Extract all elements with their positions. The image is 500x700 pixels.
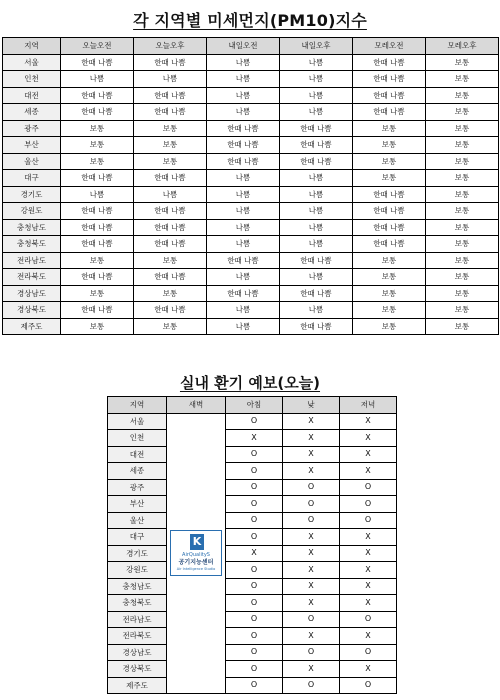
pm10-level-cell: 보통 bbox=[61, 153, 134, 170]
ventilation-mark-cell: X bbox=[283, 578, 340, 595]
pm10-table-row bbox=[3, 269, 499, 286]
pm10-level-cell: 나쁨 bbox=[280, 236, 353, 253]
pm10-level-cell: 보통 bbox=[426, 54, 499, 71]
region-cell: 강원도 bbox=[108, 562, 167, 579]
ventilation-mark-cell: O bbox=[283, 512, 340, 529]
ventilation-mark-cell: O bbox=[226, 496, 283, 513]
pm10-level-cell: 나쁨 bbox=[207, 71, 280, 88]
pm10-level-cell: 나쁨 bbox=[280, 170, 353, 187]
pm10-level-cell: 보통 bbox=[353, 137, 426, 154]
pm10-level-cell: 보통 bbox=[353, 285, 426, 302]
pm10-level-cell: 한때 나쁨 bbox=[134, 302, 207, 319]
ventilation-table-row bbox=[108, 496, 397, 513]
ventilation-mark-cell: O bbox=[283, 611, 340, 628]
region-cell: 부산 bbox=[108, 496, 167, 513]
pm10-column-header: 모레오후 bbox=[426, 38, 499, 55]
pm10-level-cell: 한때 나쁨 bbox=[61, 269, 134, 286]
pm10-level-cell: 보통 bbox=[61, 285, 134, 302]
pm10-level-cell: 나쁨 bbox=[280, 203, 353, 220]
ventilation-mark-cell: X bbox=[283, 446, 340, 463]
pm10-level-cell: 보통 bbox=[134, 120, 207, 137]
ventilation-column-header: 낮 bbox=[283, 397, 340, 414]
pm10-level-cell: 한때 나쁨 bbox=[280, 318, 353, 335]
region-cell: 제주도 bbox=[108, 677, 167, 694]
pm10-level-cell: 한때 나쁨 bbox=[353, 186, 426, 203]
pm10-level-cell: 한때 나쁨 bbox=[280, 137, 353, 154]
ventilation-table-row bbox=[108, 529, 397, 546]
pm10-level-cell: 나쁨 bbox=[280, 219, 353, 236]
pm10-level-cell: 한때 나쁨 bbox=[207, 120, 280, 137]
ventilation-mark-cell: X bbox=[226, 430, 283, 447]
ventilation-mark-cell: O bbox=[283, 496, 340, 513]
ventilation-mark-cell: O bbox=[226, 562, 283, 579]
pm10-level-cell: 나쁨 bbox=[207, 302, 280, 319]
pm10-level-cell: 보통 bbox=[134, 252, 207, 269]
region-cell: 광주 bbox=[3, 120, 61, 137]
pm10-table-row bbox=[3, 219, 499, 236]
ventilation-mark-cell: O bbox=[283, 644, 340, 661]
pm10-level-cell: 나쁨 bbox=[280, 71, 353, 88]
pm10-level-cell: 보통 bbox=[426, 236, 499, 253]
pm10-table-row bbox=[3, 285, 499, 302]
pm10-level-cell: 나쁨 bbox=[280, 87, 353, 104]
region-cell: 서울 bbox=[3, 54, 61, 71]
ventilation-mark-cell: O bbox=[226, 463, 283, 480]
region-cell: 경상남도 bbox=[3, 285, 61, 302]
ventilation-table-row bbox=[108, 545, 397, 562]
dawn-column-logo-cell bbox=[167, 413, 226, 694]
ventilation-mark-cell: O bbox=[226, 413, 283, 430]
pm10-table-row bbox=[3, 170, 499, 187]
pm10-level-cell: 한때 나쁨 bbox=[207, 137, 280, 154]
ventilation-mark-cell: X bbox=[283, 413, 340, 430]
pm10-level-cell: 나쁨 bbox=[61, 71, 134, 88]
pm10-level-cell: 보통 bbox=[426, 87, 499, 104]
ventilation-mark-cell: O bbox=[226, 644, 283, 661]
pm10-column-header: 내일오후 bbox=[280, 38, 353, 55]
pm10-table-row bbox=[3, 186, 499, 203]
air-quality-center-logo bbox=[170, 530, 222, 576]
pm10-level-cell: 한때 나쁨 bbox=[134, 269, 207, 286]
region-cell: 인천 bbox=[108, 430, 167, 447]
pm10-table-row bbox=[3, 71, 499, 88]
pm10-header-row bbox=[3, 38, 499, 55]
region-cell: 부산 bbox=[3, 137, 61, 154]
pm10-level-cell: 한때 나쁨 bbox=[280, 252, 353, 269]
pm10-column-header: 오늘오후 bbox=[134, 38, 207, 55]
pm10-table-row bbox=[3, 252, 499, 269]
pm10-level-cell: 나쁨 bbox=[280, 269, 353, 286]
pm10-level-cell: 나쁨 bbox=[207, 87, 280, 104]
pm10-column-header: 내일오전 bbox=[207, 38, 280, 55]
region-cell: 세종 bbox=[108, 463, 167, 480]
ventilation-mark-cell: X bbox=[340, 578, 397, 595]
pm10-level-cell: 보통 bbox=[426, 71, 499, 88]
pm10-table-row bbox=[3, 302, 499, 319]
pm10-table-row bbox=[3, 54, 499, 71]
region-cell: 경기도 bbox=[108, 545, 167, 562]
pm10-level-cell: 나쁨 bbox=[280, 54, 353, 71]
pm10-level-cell: 한때 나쁨 bbox=[207, 153, 280, 170]
pm10-level-cell: 나쁨 bbox=[134, 71, 207, 88]
region-cell: 인천 bbox=[3, 71, 61, 88]
logo-korean-text: 공기지능센터 bbox=[178, 559, 214, 567]
pm10-level-cell: 보통 bbox=[426, 252, 499, 269]
region-cell: 강원도 bbox=[3, 203, 61, 220]
ventilation-mark-cell: O bbox=[226, 611, 283, 628]
pm10-level-cell: 나쁨 bbox=[207, 186, 280, 203]
pm10-level-cell: 한때 나쁨 bbox=[134, 170, 207, 187]
ventilation-mark-cell: O bbox=[226, 446, 283, 463]
region-cell: 세종 bbox=[3, 104, 61, 121]
pm10-level-cell: 보통 bbox=[353, 153, 426, 170]
ventilation-mark-cell: O bbox=[340, 644, 397, 661]
ventilation-mark-cell: X bbox=[283, 595, 340, 612]
ventilation-table-row bbox=[108, 644, 397, 661]
region-cell: 전라남도 bbox=[108, 611, 167, 628]
ventilation-table-row bbox=[108, 430, 397, 447]
pm10-level-cell: 한때 나쁨 bbox=[134, 87, 207, 104]
pm10-level-cell: 한때 나쁨 bbox=[134, 104, 207, 121]
ventilation-mark-cell: X bbox=[283, 463, 340, 480]
ventilation-mark-cell: X bbox=[283, 545, 340, 562]
ventilation-table-row bbox=[108, 595, 397, 612]
pm10-level-cell: 한때 나쁨 bbox=[280, 285, 353, 302]
pm10-table-row bbox=[3, 153, 499, 170]
ventilation-mark-cell: X bbox=[283, 628, 340, 645]
pm10-level-cell: 나쁨 bbox=[280, 302, 353, 319]
pm10-level-cell: 한때 나쁨 bbox=[61, 302, 134, 319]
pm10-level-cell: 한때 나쁨 bbox=[280, 120, 353, 137]
pm10-level-cell: 보통 bbox=[353, 252, 426, 269]
pm10-level-cell: 보통 bbox=[426, 269, 499, 286]
ventilation-mark-cell: O bbox=[340, 479, 397, 496]
pm10-level-cell: 한때 나쁨 bbox=[207, 252, 280, 269]
region-cell: 전라북도 bbox=[3, 269, 61, 286]
ventilation-mark-cell: O bbox=[340, 512, 397, 529]
pm10-level-cell: 한때 나쁨 bbox=[61, 203, 134, 220]
pm10-level-cell: 한때 나쁨 bbox=[353, 236, 426, 253]
region-cell: 경상남도 bbox=[108, 644, 167, 661]
logo-english-text: AirQualityS bbox=[182, 552, 210, 559]
pm10-level-cell: 보통 bbox=[426, 318, 499, 335]
ventilation-table-row bbox=[108, 479, 397, 496]
ventilation-mark-cell: O bbox=[226, 595, 283, 612]
pm10-level-cell: 나쁨 bbox=[207, 269, 280, 286]
pm10-level-cell: 보통 bbox=[353, 318, 426, 335]
pm10-table-row bbox=[3, 318, 499, 335]
ventilation-mark-cell: O bbox=[226, 578, 283, 595]
logo-k-icon: K bbox=[190, 534, 204, 550]
ventilation-table-row bbox=[108, 661, 397, 678]
pm10-level-cell: 보통 bbox=[426, 153, 499, 170]
ventilation-column-header: 저녁 bbox=[340, 397, 397, 414]
pm10-forecast-table bbox=[2, 37, 499, 335]
ventilation-header-row bbox=[108, 397, 397, 414]
ventilation-column-header: 아침 bbox=[226, 397, 283, 414]
pm10-level-cell: 한때 나쁨 bbox=[353, 87, 426, 104]
pm10-level-cell: 나쁨 bbox=[207, 170, 280, 187]
pm10-level-cell: 보통 bbox=[426, 170, 499, 187]
pm10-level-cell: 보통 bbox=[61, 120, 134, 137]
pm10-level-cell: 보통 bbox=[134, 153, 207, 170]
pm10-level-cell: 한때 나쁨 bbox=[353, 54, 426, 71]
pm10-level-cell: 한때 나쁨 bbox=[134, 54, 207, 71]
pm10-level-cell: 나쁨 bbox=[207, 236, 280, 253]
ventilation-mark-cell: O bbox=[226, 677, 283, 694]
region-cell: 충청남도 bbox=[108, 578, 167, 595]
ventilation-mark-cell: X bbox=[283, 529, 340, 546]
pm10-level-cell: 보통 bbox=[426, 120, 499, 137]
ventilation-table-row bbox=[108, 628, 397, 645]
ventilation-mark-cell: X bbox=[340, 463, 397, 480]
pm10-level-cell: 보통 bbox=[426, 302, 499, 319]
pm10-level-cell: 한때 나쁨 bbox=[353, 71, 426, 88]
pm10-level-cell: 한때 나쁨 bbox=[280, 153, 353, 170]
pm10-table-row bbox=[3, 236, 499, 253]
region-cell: 서울 bbox=[108, 413, 167, 430]
region-cell: 울산 bbox=[108, 512, 167, 529]
pm10-level-cell: 보통 bbox=[426, 137, 499, 154]
ventilation-mark-cell: X bbox=[340, 628, 397, 645]
region-cell: 경상북도 bbox=[3, 302, 61, 319]
ventilation-mark-cell: O bbox=[226, 512, 283, 529]
region-cell: 울산 bbox=[3, 153, 61, 170]
region-cell: 대전 bbox=[108, 446, 167, 463]
pm10-level-cell: 나쁨 bbox=[207, 203, 280, 220]
pm10-level-cell: 보통 bbox=[426, 203, 499, 220]
ventilation-forecast-title: 실내 환기 예보(오늘) bbox=[179, 374, 321, 392]
ventilation-table-row bbox=[108, 578, 397, 595]
ventilation-mark-cell: X bbox=[283, 661, 340, 678]
pm10-level-cell: 한때 나쁨 bbox=[134, 236, 207, 253]
pm10-level-cell: 보통 bbox=[426, 186, 499, 203]
pm10-table-row bbox=[3, 87, 499, 104]
ventilation-mark-cell: O bbox=[340, 677, 397, 694]
pm10-level-cell: 한때 나쁨 bbox=[61, 87, 134, 104]
region-cell: 충청북도 bbox=[108, 595, 167, 612]
pm10-column-header: 지역 bbox=[3, 38, 61, 55]
ventilation-mark-cell: O bbox=[226, 529, 283, 546]
pm10-level-cell: 보통 bbox=[134, 285, 207, 302]
ventilation-mark-cell: X bbox=[340, 562, 397, 579]
pm10-table-row bbox=[3, 137, 499, 154]
ventilation-mark-cell: X bbox=[283, 430, 340, 447]
ventilation-table-row bbox=[108, 562, 397, 579]
ventilation-mark-cell: O bbox=[340, 611, 397, 628]
region-cell: 대전 bbox=[3, 87, 61, 104]
ventilation-mark-cell: X bbox=[340, 446, 397, 463]
ventilation-mark-cell: X bbox=[340, 595, 397, 612]
ventilation-mark-cell: O bbox=[340, 496, 397, 513]
pm10-level-cell: 나쁨 bbox=[61, 186, 134, 203]
pm10-level-cell: 보통 bbox=[426, 285, 499, 302]
pm10-level-cell: 한때 나쁨 bbox=[353, 219, 426, 236]
region-cell: 경기도 bbox=[3, 186, 61, 203]
pm10-level-cell: 나쁨 bbox=[280, 104, 353, 121]
pm10-forecast-title: 각 지역별 미세먼지(PM10)지수 bbox=[133, 11, 367, 30]
pm10-level-cell: 한때 나쁨 bbox=[134, 219, 207, 236]
pm10-column-header: 모레오전 bbox=[353, 38, 426, 55]
region-cell: 대구 bbox=[3, 170, 61, 187]
pm10-level-cell: 나쁨 bbox=[207, 54, 280, 71]
pm10-level-cell: 한때 나쁨 bbox=[61, 170, 134, 187]
ventilation-forecast-table bbox=[107, 396, 397, 694]
pm10-level-cell: 보통 bbox=[134, 318, 207, 335]
ventilation-table-row bbox=[108, 463, 397, 480]
pm10-level-cell: 보통 bbox=[353, 170, 426, 187]
ventilation-mark-cell: X bbox=[340, 661, 397, 678]
ventilation-mark-cell: O bbox=[283, 479, 340, 496]
ventilation-mark-cell: X bbox=[340, 430, 397, 447]
pm10-level-cell: 나쁨 bbox=[207, 318, 280, 335]
pm10-table-row bbox=[3, 104, 499, 121]
ventilation-mark-cell: O bbox=[226, 661, 283, 678]
pm10-level-cell: 한때 나쁨 bbox=[61, 104, 134, 121]
ventilation-column-header: 새벽 bbox=[167, 397, 226, 414]
region-cell: 전라북도 bbox=[108, 628, 167, 645]
pm10-level-cell: 한때 나쁨 bbox=[61, 236, 134, 253]
pm10-level-cell: 나쁨 bbox=[207, 219, 280, 236]
pm10-level-cell: 보통 bbox=[353, 302, 426, 319]
region-cell: 경상북도 bbox=[108, 661, 167, 678]
logo-subtitle-text: Air Intelligence Studio bbox=[176, 567, 216, 572]
pm10-table-row bbox=[3, 203, 499, 220]
ventilation-mark-cell: O bbox=[283, 677, 340, 694]
pm10-level-cell: 한때 나쁨 bbox=[207, 285, 280, 302]
ventilation-mark-cell: X bbox=[340, 529, 397, 546]
region-cell: 충청남도 bbox=[3, 219, 61, 236]
ventilation-column-header: 지역 bbox=[108, 397, 167, 414]
ventilation-mark-cell: X bbox=[283, 562, 340, 579]
region-cell: 대구 bbox=[108, 529, 167, 546]
pm10-level-cell: 보통 bbox=[61, 318, 134, 335]
ventilation-table-row bbox=[108, 413, 397, 430]
ventilation-table-row bbox=[108, 446, 397, 463]
ventilation-mark-cell: X bbox=[340, 545, 397, 562]
pm10-level-cell: 보통 bbox=[353, 269, 426, 286]
pm10-level-cell: 한때 나쁨 bbox=[61, 219, 134, 236]
ventilation-table-row bbox=[108, 677, 397, 694]
pm10-level-cell: 나쁨 bbox=[280, 186, 353, 203]
ventilation-table-row bbox=[108, 512, 397, 529]
ventilation-mark-cell: X bbox=[340, 413, 397, 430]
pm10-column-header: 오늘오전 bbox=[61, 38, 134, 55]
pm10-level-cell: 한때 나쁨 bbox=[353, 104, 426, 121]
region-cell: 충청북도 bbox=[3, 236, 61, 253]
pm10-level-cell: 한때 나쁨 bbox=[353, 203, 426, 220]
pm10-table-row bbox=[3, 120, 499, 137]
pm10-level-cell: 보통 bbox=[61, 137, 134, 154]
ventilation-mark-cell: O bbox=[226, 479, 283, 496]
pm10-level-cell: 나쁨 bbox=[207, 104, 280, 121]
ventilation-mark-cell: X bbox=[226, 545, 283, 562]
pm10-level-cell: 한때 나쁨 bbox=[134, 203, 207, 220]
ventilation-table-row bbox=[108, 611, 397, 628]
pm10-level-cell: 나쁨 bbox=[134, 186, 207, 203]
pm10-level-cell: 보통 bbox=[426, 219, 499, 236]
pm10-level-cell: 보통 bbox=[61, 252, 134, 269]
pm10-level-cell: 한때 나쁨 bbox=[61, 54, 134, 71]
pm10-level-cell: 보통 bbox=[353, 120, 426, 137]
region-cell: 제주도 bbox=[3, 318, 61, 335]
pm10-level-cell: 보통 bbox=[134, 137, 207, 154]
region-cell: 광주 bbox=[108, 479, 167, 496]
region-cell: 전라남도 bbox=[3, 252, 61, 269]
pm10-level-cell: 보통 bbox=[426, 104, 499, 121]
ventilation-mark-cell: O bbox=[226, 628, 283, 645]
